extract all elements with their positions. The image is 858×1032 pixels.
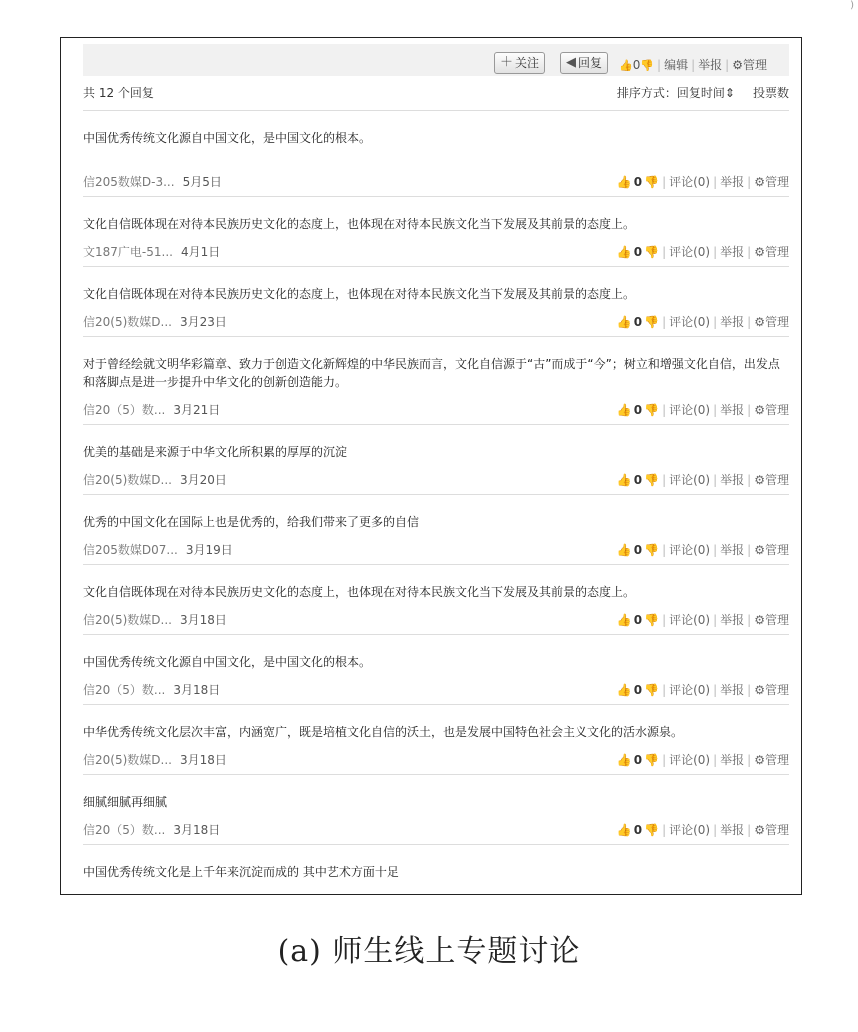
- manage-link[interactable]: 管理: [764, 403, 789, 417]
- discussion-panel: [60, 37, 802, 895]
- gear-icon: ⚙: [754, 683, 765, 697]
- report-link[interactable]: 举报: [720, 823, 745, 837]
- reply-item: [83, 704, 789, 774]
- reply-author[interactable]: 信20（5）数...: [83, 823, 166, 837]
- thumbs-down-icon[interactable]: 👎: [644, 683, 660, 697]
- reply-date: 3月20日: [179, 473, 227, 487]
- divider: |: [662, 245, 667, 259]
- gear-icon: ⚙: [754, 613, 765, 627]
- like-count: 0: [633, 753, 643, 767]
- thumbs-up-icon[interactable]: 👍: [616, 543, 632, 557]
- gear-icon: ⚙: [754, 315, 765, 329]
- report-link[interactable]: 举报: [720, 403, 745, 417]
- like-count: 0: [633, 175, 643, 189]
- reply-meta: [83, 471, 227, 488]
- comment-link[interactable]: 评论(0): [669, 315, 711, 329]
- reply-item: [83, 266, 789, 336]
- plus-icon: ＋: [500, 55, 514, 70]
- comment-link[interactable]: 评论(0): [669, 175, 711, 189]
- reply-item: [83, 336, 789, 424]
- like-count: 0: [633, 403, 643, 417]
- gear-icon: ⚙: [754, 473, 765, 487]
- divider: |: [662, 175, 667, 189]
- thumbs-up-icon[interactable]: 👍: [616, 473, 632, 487]
- reply-meta: [83, 401, 220, 418]
- gear-icon: ⚙: [754, 245, 765, 259]
- thumbs-down-icon[interactable]: 👎: [644, 315, 660, 329]
- gear-icon: ⚙: [754, 823, 765, 837]
- thumbs-up-icon[interactable]: 👍: [616, 175, 632, 189]
- reply-date: 3月19日: [185, 543, 233, 557]
- thumbs-down-icon[interactable]: 👎: [644, 473, 660, 487]
- reply-author[interactable]: 文187广电-51...: [83, 245, 173, 259]
- reply-item: [83, 494, 789, 564]
- reply-meta: [83, 243, 220, 260]
- divider: |: [747, 175, 752, 189]
- divider: |: [662, 473, 667, 487]
- reply-author[interactable]: 信20(5)数媒D...: [83, 315, 172, 329]
- thumbs-up-icon[interactable]: 👍: [616, 403, 632, 417]
- divider: |: [662, 753, 667, 767]
- thumbs-up-icon[interactable]: 👍: [616, 613, 632, 627]
- reply-actions: [617, 541, 789, 558]
- comment-link[interactable]: 评论(0): [669, 823, 711, 837]
- thumbs-down-icon[interactable]: 👎: [644, 823, 660, 837]
- reply-date: 3月18日: [179, 753, 227, 767]
- reply-date: 3月23日: [179, 315, 227, 329]
- reply-date: 4月1日: [180, 245, 221, 259]
- reply-content: 中国优秀传统文化源自中国文化，是中国文化的根本。: [83, 655, 372, 669]
- like-count: 0: [633, 245, 643, 259]
- reply-actions: [617, 173, 789, 190]
- divider: |: [747, 543, 752, 557]
- comment-link[interactable]: 评论(0): [669, 543, 711, 557]
- like-count: 0: [633, 473, 643, 487]
- edit-link[interactable]: 编辑: [664, 58, 689, 72]
- reply-actions: [617, 751, 789, 768]
- divider: |: [662, 613, 667, 627]
- report-link[interactable]: 举报: [720, 315, 745, 329]
- report-link[interactable]: 举报: [720, 613, 745, 627]
- reply-meta: [83, 173, 222, 190]
- report-link[interactable]: 举报: [720, 543, 745, 557]
- divider: |: [713, 315, 718, 329]
- thumbs-down-icon[interactable]: 👎: [644, 543, 660, 557]
- reply-date: 3月18日: [173, 683, 221, 697]
- reply-actions: [617, 243, 789, 260]
- follow-label: 关注: [515, 56, 540, 70]
- manage-link[interactable]: 管理: [764, 823, 789, 837]
- report-link[interactable]: 举报: [720, 473, 745, 487]
- like-count: 0: [632, 58, 641, 72]
- topic-toolbar: [83, 44, 789, 76]
- divider: |: [713, 473, 718, 487]
- reply-arrow-icon: ◀: [566, 55, 576, 70]
- divider: |: [662, 315, 667, 329]
- report-link[interactable]: 举报: [720, 683, 745, 697]
- divider: |: [747, 245, 752, 259]
- reply-author[interactable]: 信20(5)数媒D...: [83, 473, 172, 487]
- reply-label: 回复: [578, 56, 603, 70]
- like-count: 0: [633, 315, 643, 329]
- thumbs-down-icon[interactable]: 👎: [644, 175, 660, 189]
- comment-link[interactable]: 评论(0): [669, 403, 711, 417]
- reply-date: 3月18日: [173, 823, 221, 837]
- reply-list: [83, 110, 789, 894]
- divider: |: [747, 613, 752, 627]
- divider: |: [662, 683, 667, 697]
- sort-controls: [617, 84, 789, 101]
- reply-content: 优秀的中国文化在国际上也是优秀的，给我们带来了更多的自信: [83, 515, 420, 529]
- comment-link[interactable]: 评论(0): [669, 473, 711, 487]
- reply-actions: [617, 471, 789, 488]
- divider: |: [713, 403, 718, 417]
- corner-mark: ): [850, 0, 854, 11]
- reply-item: [83, 634, 789, 704]
- reply-list-header: [83, 84, 789, 110]
- manage-link[interactable]: 管理: [764, 315, 789, 329]
- manage-link[interactable]: 管理: [742, 58, 767, 72]
- reply-author[interactable]: 信20(5)数媒D...: [83, 753, 172, 767]
- comment-link[interactable]: 评论(0): [669, 683, 711, 697]
- reply-item: [83, 564, 789, 634]
- thumbs-up-icon[interactable]: 👍: [616, 315, 632, 329]
- gear-icon: ⚙: [754, 403, 765, 417]
- reply-actions: [617, 821, 789, 838]
- like-count: 0: [633, 613, 643, 627]
- reply-content: 中国优秀传统文化源自中国文化，是中国文化的根本。: [83, 131, 372, 145]
- divider: |: [662, 403, 667, 417]
- reply-actions: [617, 611, 789, 628]
- divider: |: [747, 683, 752, 697]
- manage-link[interactable]: 管理: [764, 753, 789, 767]
- reply-meta: [83, 751, 227, 768]
- thumbs-down-icon[interactable]: 👎: [644, 403, 660, 417]
- divider: |: [747, 753, 752, 767]
- divider: |: [713, 683, 718, 697]
- reply-meta: [83, 681, 220, 698]
- divider: |: [747, 473, 752, 487]
- report-link[interactable]: 举报: [720, 245, 745, 259]
- report-link[interactable]: 举报: [720, 753, 745, 767]
- reply-actions: [617, 681, 789, 698]
- reply-author[interactable]: 信205数媒D07...: [83, 543, 178, 557]
- manage-link[interactable]: 管理: [764, 613, 789, 627]
- reply-content: 细腻细腻再细腻: [83, 795, 168, 809]
- manage-link[interactable]: 管理: [764, 683, 789, 697]
- reply-meta: [83, 821, 220, 838]
- comment-link[interactable]: 评论(0): [669, 245, 711, 259]
- thumbs-up-icon[interactable]: 👍: [616, 683, 632, 697]
- reply-meta: [83, 541, 233, 558]
- reply-item: [83, 110, 789, 196]
- comment-link[interactable]: 评论(0): [669, 613, 711, 627]
- thumbs-up-icon[interactable]: 👍: [616, 245, 632, 259]
- reply-button[interactable]: [560, 52, 608, 74]
- reply-item: [83, 844, 789, 894]
- divider: |: [747, 823, 752, 837]
- reply-actions: [617, 313, 789, 330]
- thumbs-up-icon[interactable]: 👍: [619, 59, 633, 72]
- gear-icon: ⚙: [754, 175, 765, 189]
- divider: |: [713, 543, 718, 557]
- reply-content: 中华优秀传统文化层次丰富，内涵宽广，既是培植文化自信的沃土，也是发展中国特色社会主义文化的活水源泉。: [83, 725, 684, 739]
- divider: |: [713, 613, 718, 627]
- reply-meta: [83, 611, 227, 628]
- thumbs-down-icon[interactable]: 👎: [644, 753, 660, 767]
- toolbar-links: [619, 56, 767, 73]
- comment-link[interactable]: 评论(0): [669, 753, 711, 767]
- reply-author[interactable]: 信20(5)数媒D...: [83, 613, 172, 627]
- report-link[interactable]: 举报: [720, 175, 745, 189]
- gear-icon: ⚙: [754, 543, 765, 557]
- follow-button[interactable]: [494, 52, 545, 74]
- divider: |: [747, 403, 752, 417]
- reply-content: 文化自信既体现在对待本民族历史文化的态度上，也体现在对待本民族文化当下发展及其前景的态度上。: [83, 217, 636, 231]
- reply-count: 共 12 个回复: [83, 86, 154, 100]
- reply-item: [83, 196, 789, 266]
- reply-content: 对于曾经绘就文明华彩篇章、致力于创造文化新辉煌的中华民族而言，文化自信源于“古”而成于“今”；树立和增强文化自信，出发点和落脚点是进一步提升中华文化的创新创造能力。: [83, 357, 780, 389]
- reply-actions: [617, 401, 789, 418]
- thumbs-down-icon[interactable]: 👎: [644, 613, 660, 627]
- like-count: 0: [633, 543, 643, 557]
- divider: |: [713, 245, 718, 259]
- report-link[interactable]: 举报: [698, 58, 723, 72]
- sort-arrows-icon: ⇕: [724, 86, 735, 100]
- manage-link[interactable]: 管理: [764, 175, 789, 189]
- reply-author[interactable]: 信20（5）数...: [83, 403, 166, 417]
- thumbs-up-icon[interactable]: 👍: [616, 753, 632, 767]
- sort-by-votes[interactable]: 投票数: [752, 86, 789, 100]
- divider: |: [662, 543, 667, 557]
- reply-content: 优美的基础是来源于中华文化所积累的厚厚的沉淀: [83, 445, 348, 459]
- divider: |: [691, 58, 696, 72]
- reply-meta: [83, 313, 227, 330]
- reply-date: 3月21日: [173, 403, 221, 417]
- thumbs-down-icon[interactable]: 👎: [640, 59, 655, 72]
- reply-author[interactable]: 信205数媒D-3...: [83, 175, 175, 189]
- like-count: 0: [633, 823, 643, 837]
- reply-content: 中国优秀传统文化是上千年来沉淀而成的 其中艺术方面十足: [83, 865, 399, 879]
- gear-icon: ⚙: [754, 753, 765, 767]
- sort-by-time[interactable]: [617, 86, 735, 100]
- like-count: 0: [633, 683, 643, 697]
- divider: |: [725, 58, 730, 72]
- sort-label: 排序方式：回复时间: [616, 86, 725, 100]
- manage-link[interactable]: 管理: [764, 245, 789, 259]
- figure-caption: (a) 师生线上专题讨论: [277, 934, 581, 969]
- reply-item: [83, 774, 789, 844]
- reply-author[interactable]: 信20（5）数...: [83, 683, 166, 697]
- reply-item: [83, 424, 789, 494]
- divider: |: [747, 315, 752, 329]
- reply-date: 3月18日: [179, 613, 227, 627]
- divider: |: [657, 58, 662, 72]
- divider: |: [713, 823, 718, 837]
- reply-content: 文化自信既体现在对待本民族历史文化的态度上，也体现在对待本民族文化当下发展及其前景的态度上。: [83, 287, 636, 301]
- thumbs-down-icon[interactable]: 👎: [644, 245, 660, 259]
- gear-icon: ⚙: [732, 58, 743, 72]
- thumbs-up-icon[interactable]: 👍: [616, 823, 632, 837]
- divider: |: [662, 823, 667, 837]
- manage-link[interactable]: 管理: [764, 543, 789, 557]
- divider: |: [713, 753, 718, 767]
- reply-date: 5月5日: [182, 175, 222, 189]
- reply-content: 文化自信既体现在对待本民族历史文化的态度上，也体现在对待本民族文化当下发展及其前景的态度上。: [83, 585, 636, 599]
- manage-link[interactable]: 管理: [764, 473, 789, 487]
- divider: |: [713, 175, 718, 189]
